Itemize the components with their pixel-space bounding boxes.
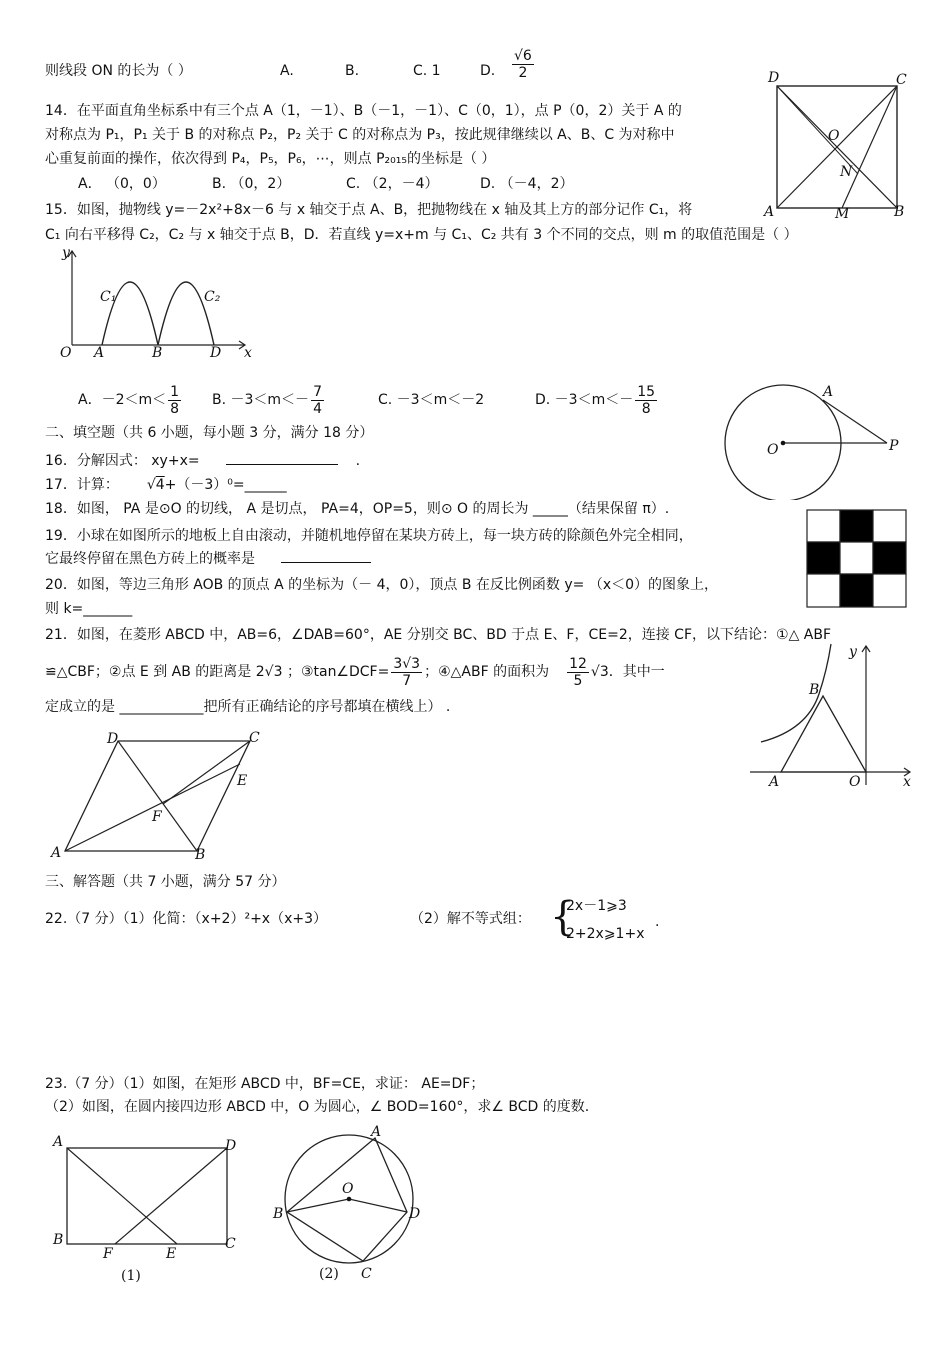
- label-a: A: [823, 384, 834, 400]
- label-o: O: [849, 774, 861, 790]
- label-d: D: [107, 731, 119, 747]
- q13-text: 则线段 ON 的长为（ ）: [45, 63, 192, 79]
- q22-inequality-1: 2x－1⩾3: [566, 898, 627, 914]
- label-o: O: [767, 442, 779, 458]
- label-c: C: [361, 1266, 372, 1282]
- triangle-aob: [781, 696, 866, 772]
- label-b: B: [152, 345, 163, 361]
- label-f: F: [103, 1246, 113, 1262]
- q20-line1: 20．如图，等边三角形 AOB 的顶点 A 的坐标为（－ 4，0），顶点 B 在反比例函数 y= （x＜0）的图象上，: [45, 577, 719, 593]
- hyperbola-branch: [761, 644, 831, 742]
- label-a: A: [764, 204, 775, 220]
- label-m: M: [835, 206, 850, 220]
- q15-option-d: D. －3＜m＜－ $\frac{15}{8}$: [535, 383, 656, 417]
- tangent-circle-figure: [715, 378, 915, 500]
- q23-line2: （2）如图，在圆内接四边形 ABCD 中，O 为圆心，∠ BOD=160°，求∠ BCD 的度数.: [45, 1099, 590, 1115]
- diagonal-bd: [118, 741, 197, 851]
- center-dot: [781, 441, 786, 446]
- label-a: A: [53, 1134, 64, 1150]
- fig2-caption: (2): [319, 1266, 339, 1282]
- rectangle-figure: [45, 1128, 255, 1288]
- label-c: C: [225, 1236, 236, 1252]
- label-o: O: [342, 1181, 354, 1197]
- label-d: D: [210, 345, 222, 361]
- q22-period: .: [655, 914, 660, 930]
- label-d: D: [409, 1206, 421, 1222]
- segment-dn: [777, 86, 858, 174]
- q14-line2: 对称点为 P₁，P₁ 关于 B 的对称点 P₂，P₂ 关于 C 的对称点为 P₃，按此规律继续以 A、B、C 为对称中: [45, 127, 675, 143]
- q13-option-d: D.: [480, 63, 496, 79]
- fig1-caption: (1): [121, 1268, 141, 1284]
- q15-line1: 15．如图，抛物线 y=－2x²+8x－6 与 x 轴交于点 A、B，把抛物线在 x 轴及其上方的部分记作 C₁，将: [45, 202, 693, 218]
- segment-df: [115, 1148, 227, 1244]
- q17-text: 17．计算： √4+（－3）⁰=______: [45, 477, 287, 493]
- label-b: B: [195, 847, 206, 863]
- q13-option-a: A.: [280, 63, 294, 79]
- label-c2: C₂: [204, 289, 221, 305]
- q16-text: 16．分解因式： xy+x= .: [45, 453, 361, 469]
- q21-line2: ≌△CBF；②点 E 到 AB 的距离是 2√3 ；③tan∠DCF= $\frac{3√3}{7}$ ；④△ABF 的面积为 $\frac{12}{5}$ √3．其中一: [45, 655, 665, 689]
- q22-brace: {: [550, 894, 576, 940]
- q20-line2: 则 k=_______: [45, 601, 133, 617]
- q14-option-a: A． （0，0）: [78, 176, 166, 192]
- cyclic-quad-figure: [265, 1122, 435, 1287]
- q19-line2: 它最终停留在黑色方砖上的概率是: [45, 550, 371, 568]
- q13-option-b: B.: [345, 63, 360, 79]
- q15-option-c: C. －3＜m＜－2: [378, 392, 485, 408]
- q23-line1: 23.（7 分）（1）如图，在矩形 ABCD 中，BF=CE，求证： AE=DF；: [45, 1076, 485, 1092]
- label-d: D: [225, 1138, 237, 1154]
- label-c: C: [896, 72, 907, 88]
- label-y: y: [62, 245, 70, 261]
- square-figure: [760, 68, 910, 220]
- parabola-figure: [50, 245, 260, 365]
- label-x: x: [244, 345, 252, 361]
- q18-text: 18．如图， PA 是⊙O 的切线， A 是切点， PA=4，OP=5，则⊙ O 的周长为 _____（结果保留 π）.: [45, 501, 670, 517]
- label-p: P: [889, 438, 899, 454]
- label-a: A: [94, 345, 105, 361]
- q21-line3: 定成立的是 ____________把所有正确结论的序号都填在横线上） .: [45, 699, 451, 715]
- segment-pa: [823, 400, 887, 443]
- q22-part1: 22.（7 分）（1）化简：（x+2）²+x（x+3）: [45, 911, 328, 927]
- q22-part2: （2）解不等式组：: [410, 911, 531, 927]
- label-e: E: [237, 773, 248, 789]
- label-b: B: [53, 1232, 64, 1248]
- q15-option-b: B. －3＜m＜－ $\frac{7}{4}$: [212, 383, 322, 417]
- q14-option-c: C. （2，－4）: [346, 176, 439, 192]
- segment-ae: [65, 764, 240, 851]
- label-e: E: [166, 1246, 177, 1262]
- label-y: y: [849, 644, 857, 660]
- q15-option-a: A．－2＜m＜ $\frac{1}{8}$: [78, 383, 180, 417]
- label-d: D: [768, 70, 780, 86]
- q13-option-d-fraction: $\frac{√6}{2}$: [514, 48, 532, 81]
- q14-option-d: D. （－4，2）: [480, 176, 574, 192]
- q19-line1: 19．小球在如图所示的地板上自由滚动，并随机地停留在某块方砖上，每一块方砖的除颜色外完全相同，: [45, 528, 693, 544]
- q22-inequality-2: 2+2x⩾1+x: [566, 926, 645, 942]
- q14-line1: 14．在平面直角坐标系中有三个点 A（1，－1）、B（－1，－1）、C（0，1），点 P（0，2）关于 A 的: [45, 103, 682, 119]
- label-c: C: [249, 730, 260, 746]
- label-b: B: [809, 682, 820, 698]
- label-o: O: [828, 128, 840, 144]
- label-o: O: [60, 345, 72, 361]
- checkerboard-figure: [806, 509, 908, 609]
- segment-ae: [67, 1148, 177, 1244]
- q14-option-b: B. （0，2）: [212, 176, 291, 192]
- q15-line2: C₁ 向右平移得 C₂，C₂ 与 x 轴交于点 B，D．若直线 y=x+m 与 C₁、C₂ 共有 3 个不同的交点，则 m 的取值范围是（ ）: [45, 227, 798, 243]
- label-b: B: [273, 1206, 284, 1222]
- hyperbola-triangle-figure: [745, 640, 920, 790]
- label-n: N: [840, 164, 853, 180]
- label-a: A: [769, 774, 780, 790]
- label-c1: C₁: [100, 289, 117, 305]
- rectangle-abcd: [67, 1148, 227, 1244]
- segments-bod: [287, 1199, 407, 1212]
- section-2-heading: 二、填空题（共 6 小题，每小题 3 分，满分 18 分）: [45, 425, 374, 441]
- rhombus-figure: [45, 725, 275, 865]
- label-a: A: [371, 1124, 382, 1140]
- label-f: F: [152, 809, 162, 825]
- section-3-heading: 三、解答题（共 7 小题，满分 57 分）: [45, 874, 286, 890]
- label-x: x: [903, 774, 911, 790]
- segment-cm: [842, 86, 897, 208]
- label-b: B: [894, 204, 905, 220]
- q21-line1: 21．如图，在菱形 ABCD 中，AB=6，∠DAB=60°，AE 分别交 BC、BD 于点 E、F，CE=2，连接 CF，以下结论：①△ ABF: [45, 627, 832, 643]
- label-a: A: [51, 845, 62, 861]
- q13-option-c: C. 1: [413, 63, 441, 79]
- q14-line3: 心重复前面的操作，依次得到 P₄，P₅，P₆，⋯，则点 P₂₀₁₅的坐标是（ ）: [45, 151, 496, 167]
- center-dot: [347, 1197, 352, 1202]
